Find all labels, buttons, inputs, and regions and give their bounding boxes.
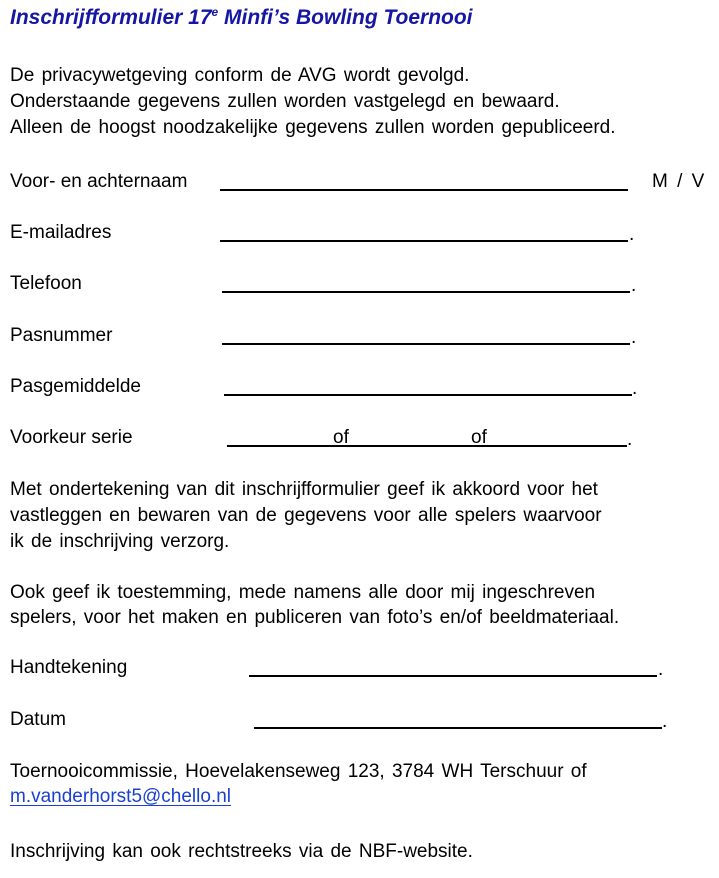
phone-period: .: [631, 275, 637, 296]
pass-number-label: Pasnummer: [10, 325, 113, 346]
consent-line-1: Ook geef ik toestemming, mede namens alle door mij ingeschreven: [10, 582, 596, 603]
footer-note: Inschrijving kan ook rechtstreeks via de NBF-website.: [10, 841, 473, 862]
privacy-line-1: De privacywetgeving conform de AVG wordt gevolgd.: [10, 65, 470, 86]
consent-line-2: spelers, voor het maken en publiceren van foto’s en/of beeldmateriaal.: [10, 607, 620, 628]
preference-or-2: of: [471, 427, 487, 448]
date-input-line[interactable]: [254, 727, 662, 729]
signature-period: .: [658, 659, 664, 680]
pass-average-input-line[interactable]: [224, 394, 632, 396]
email-period: .: [629, 224, 635, 245]
date-period: .: [662, 711, 668, 732]
agreement-line-2: vastleggen en bewaren van de gegevens voor alle spelers waarvoor: [10, 505, 602, 526]
phone-input-line[interactable]: [222, 291, 630, 293]
preference-input-line[interactable]: [227, 445, 627, 447]
signature-input-line[interactable]: [249, 675, 657, 677]
contact-email-link[interactable]: m.vanderhorst5@chello.nl: [10, 786, 232, 807]
pass-average-label: Pasgemiddelde: [10, 376, 141, 397]
preference-label: Voorkeur serie: [10, 427, 133, 448]
title-superscript: e: [211, 5, 219, 19]
preference-or-1: of: [333, 427, 349, 448]
email-label: E-mailadres: [10, 222, 112, 243]
pass-number-input-line[interactable]: [222, 343, 630, 345]
gender-option[interactable]: M / V: [652, 171, 705, 192]
agreement-line-1: Met ondertekening van dit inschrijfformulier geef ik akkoord voor het: [10, 479, 598, 500]
title-rest: Minfi’s Bowling Toernooi: [218, 6, 473, 29]
name-label: Voor- en achternaam: [10, 171, 188, 192]
privacy-line-2: Onderstaande gegevens zullen worden vastgelegd en bewaard.: [10, 91, 560, 112]
pass-average-period: .: [632, 378, 638, 399]
pass-number-period: .: [631, 327, 637, 348]
contact-address: Toernooicommissie, Hoevelakenseweg 123, 3784 WH Terschuur of: [10, 761, 587, 782]
signature-label: Handtekening: [10, 657, 128, 678]
privacy-line-3: Alleen de hoogst noodzakelijke gegevens zullen worden gepubliceerd.: [10, 117, 616, 138]
date-label: Datum: [10, 709, 66, 730]
agreement-line-3: ik de inschrijving verzorg.: [10, 531, 230, 552]
preference-period: .: [627, 429, 633, 450]
title-main: Inschrijfformulier 17: [10, 6, 212, 29]
email-input-line[interactable]: [220, 240, 628, 242]
name-input-line[interactable]: [220, 189, 628, 191]
phone-label: Telefoon: [10, 273, 82, 294]
form-title: [10, 6, 473, 30]
